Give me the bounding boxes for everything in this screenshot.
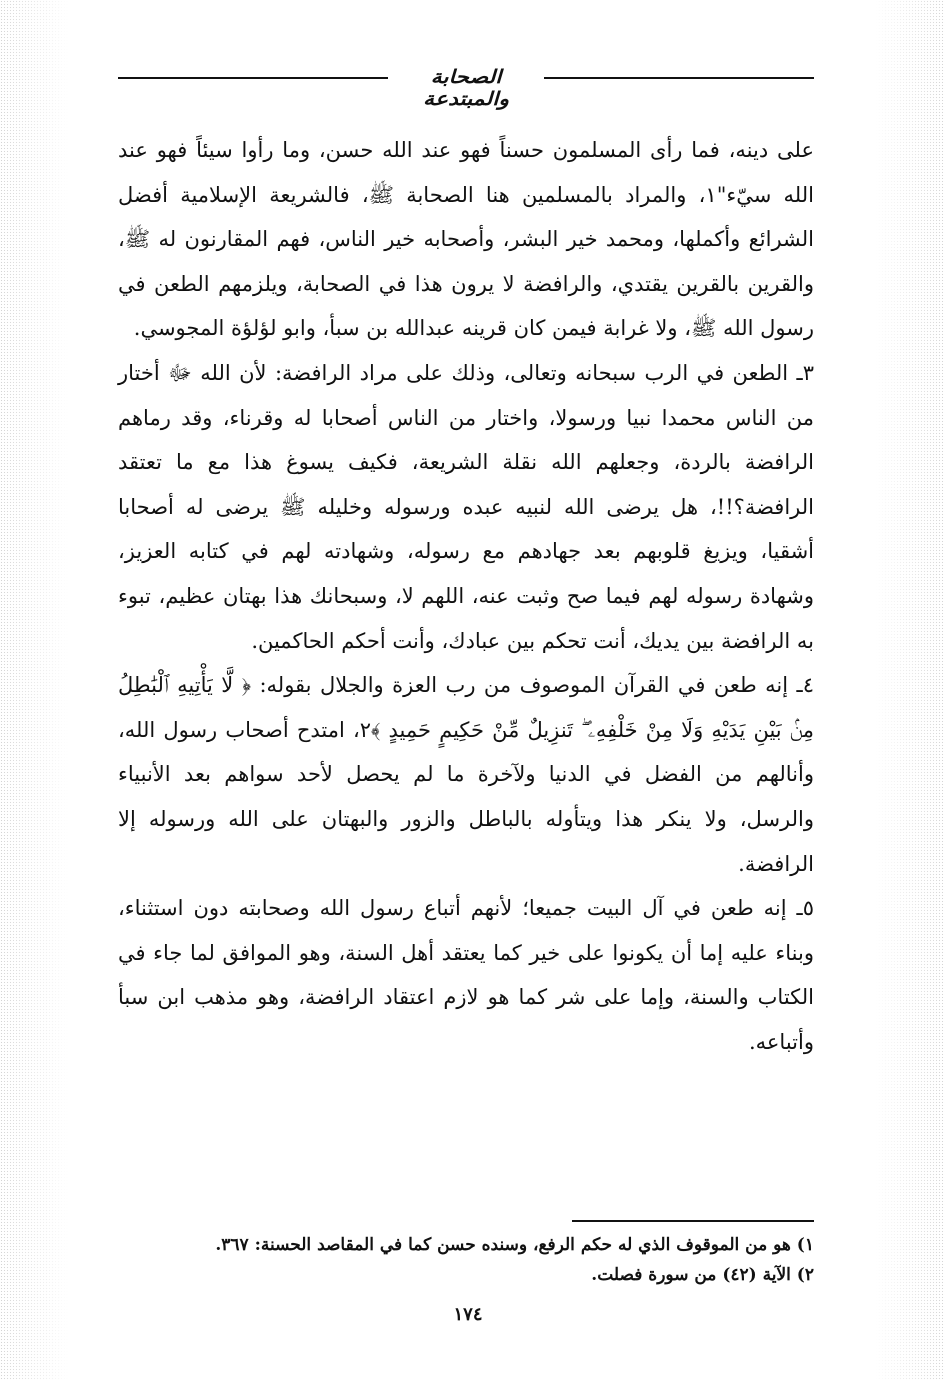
- scan-edge-right: [875, 0, 945, 1380]
- body-text: [118, 128, 814, 1064]
- header-title: الصحابة والمبتدعة: [423, 65, 509, 111]
- footnotes: [160, 1230, 814, 1290]
- paragraph-2: ٣ـ الطعن في الرب سبحانه وتعالى، وذلك على مراد الرافضة: لأن الله ﷻ أختار من الناس محمدا نبيا ورسولا، واختار من الناس أصحابا له وقرناء، وقد رماهم الرافضة بالردة، وجعلهم الله نقلة الشريعة، فكيف يسوغ هذا مع ما تعتقد الرافضة؟!!، هل يرضى الله لنبيه عبده ورسوله وخليله ﷺ يرضى له أصحابا أشقيا، ويزيغ قلوبهم بعد جهادهم مع رسوله، وشهادته لهم في كتابه العزيز، وشهادة رسوله لهم فيما صح وثبت عنه، اللهم لا، وسبحانك هذا بهتان عظيم، تبوء به الرافضة بين يديك، أنت تحكم بين عبادك، وأنت أحكم الحاكمين.: [118, 360, 814, 653]
- footnote-separator: [572, 1220, 814, 1222]
- footnote-2: ٢) الآية (٤٢) من سورة فصلت.: [591, 1265, 814, 1285]
- header-rule-left: [118, 77, 388, 79]
- footnote-1: ١) هو من الموقوف الذي له حكم الرفع، وسنده حسن كما في المقاصد الحسنة: ٣٦٧.: [215, 1235, 814, 1255]
- header-rule-right: [544, 77, 814, 79]
- paragraph-1: على دينه، فما رأى المسلمون حسناً فهو عند الله حسن، وما رأوا سيئاً فهو عند الله سيّء"١، والمراد بالمسلمين هنا الصحابة ﷺ، فالشريعة الإسلامية أفضل الشرائع وأكملها، ومحمد خير البشر، وأصحابه خير الناس، فهم المقارنون له ﷺ، والقرين بالقرين يقتدي، والرافضة لا يرون هذا في الصحابة، ويلزمهم الطعن في رسول الله ﷺ، ولا غرابة فيمن كان قرينه عبدالله بن سبأ، وابو لؤلؤة المجوسي.: [118, 138, 814, 341]
- scan-edge-left: [0, 0, 70, 1380]
- page-number: ١٧٤: [453, 1304, 483, 1325]
- paragraph-3: ٤ـ إنه طعن في القرآن الموصوف من رب العزة والجلال بقوله: ﴿ لَّا يَأْتِيهِ ٱلْبَٰطِلُ مِنۢ بَيْنِ يَدَيْهِ وَلَا مِنْ خَلْفِهِۦ ۖ تَنزِيلٌ مِّنْ حَكِيمٍ حَمِيدٍ ﴾٢، امتدح أصحاب رسول الله، وأنالهم من الفضل في الدنيا ولآخرة ما لم يحصل لأحد سواهم بعد الأنبياء والرسل، ولا ينكر هذا ويتأوله بالباطل والزور والبهتان على الله ورسوله إلا الرافضة.: [118, 673, 814, 876]
- running-header: [118, 60, 814, 111]
- paragraph-4: ٥ـ إنه طعن في آل البيت جميعا؛ لأنهم أتباع رسول الله وصحابته دون استثناء، وبناء عليه إما أن يكونوا على خير كما يعتقد أهل السنة، وهو الموافق لما جاء في الكتاب والسنة، وإما على شر كما هو لازم اعتقاد الرافضة، وهو مذهب ابن سبأ وأتباعه.: [118, 896, 814, 1054]
